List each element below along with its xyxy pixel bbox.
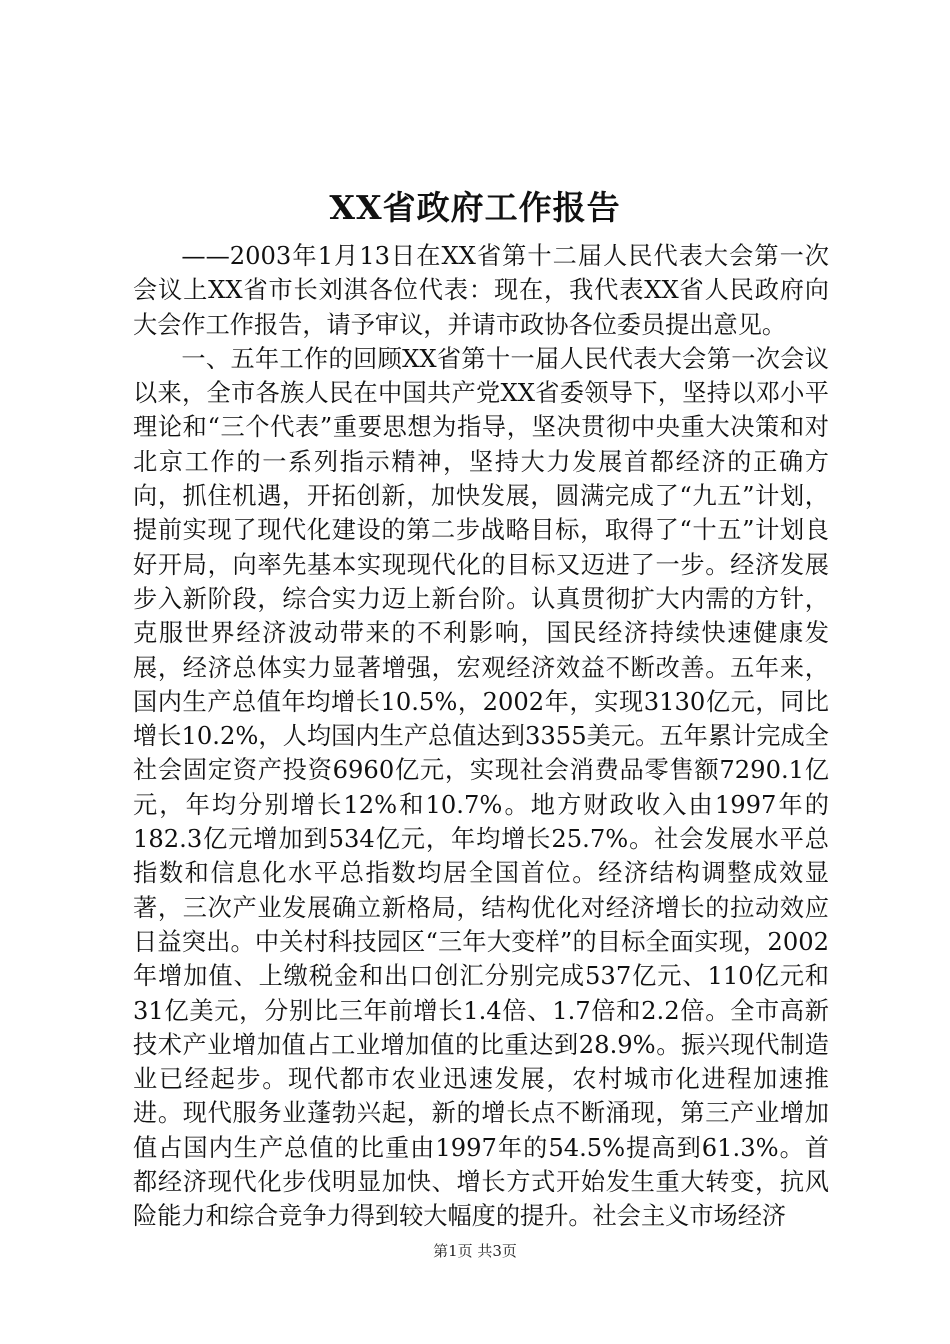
document-body — [133, 239, 829, 1234]
document-title: XX省政府工作报告 — [329, 188, 621, 227]
page-number-footer: 第1页 共3页 — [433, 1242, 517, 1260]
paragraph-review: 一、五年工作的回顾XX省第十一届人民代表大会第一次会议以来，全市各族人民在中国共产党XX省委领导下，坚持以邓小平理论和“三个代表”重要思想为指导，坚决贯彻中央重大决策和对北京工作的一系列指示精神，坚持大力发展首都经济的正确方向，抓住机遇，开拓创新，加快发展，圆满完成了“九五”计划，提前实现了现代化建设的第二步战略目标，取得了“十五”计划良好开局，向率先基本实现现代化的目标又迈进了一步。经济发展步入新阶段，综合实力迈上新台阶。认真贯彻扩大内需的方针，克服世界经济波动带来的不利影响，国民经济持续快速健康发展，经济总体实力显著增强，宏观经济效益不断改善。五年来，国内生产总值年均增长10.5%，2002年，实现3130亿元，同比增长10.2%，人均国内生产总值达到3355美元。五年累计完成全社会固定资产投资6960亿元，实现社会消费品零售额7290.1亿元，年均分别增长12%和10.7%。地方财政收入由1997年的182.3亿元增加到534亿元，年均增长25.7%。社会发展水平总指数和信息化水平总指数均居全国首位。经济结构调整成效显著，三次产业发展确立新格局，结构优化对经济增长的拉动效应日益突出。中关村科技园区“三年大变样”的目标全面实现，2002年增加值、上缴税金和出口创汇分别完成537亿元、110亿元和31亿美元，分别比三年前增长1.4倍、1.7倍和2.2倍。全市高新技术产业增加值占工业增加值的比重达到28.9%。振兴现代制造业已经起步。现代都市农业迅速发展，农村城市化进程加速推进。现代服务业蓬勃兴起，新的增长点不断涌现，第三产业增加值占国内生产总值的比重由1997年的54.5%提高到61.3%。首都经济现代化步伐明显加快、增长方式开始发生重大转变，抗风险能力和综合竞争力得到较大幅度的提升。社会主义市场经济 — [133, 344, 829, 1231]
paragraph-intro: ——2003年1月13日在XX省第十二届人民代表大会第一次会议上XX省市长刘淇各位代表：现在，我代表XX省人民政府向大会作工作报告，请予审议，并请市政协各位委员提出意见。 — [133, 242, 829, 339]
